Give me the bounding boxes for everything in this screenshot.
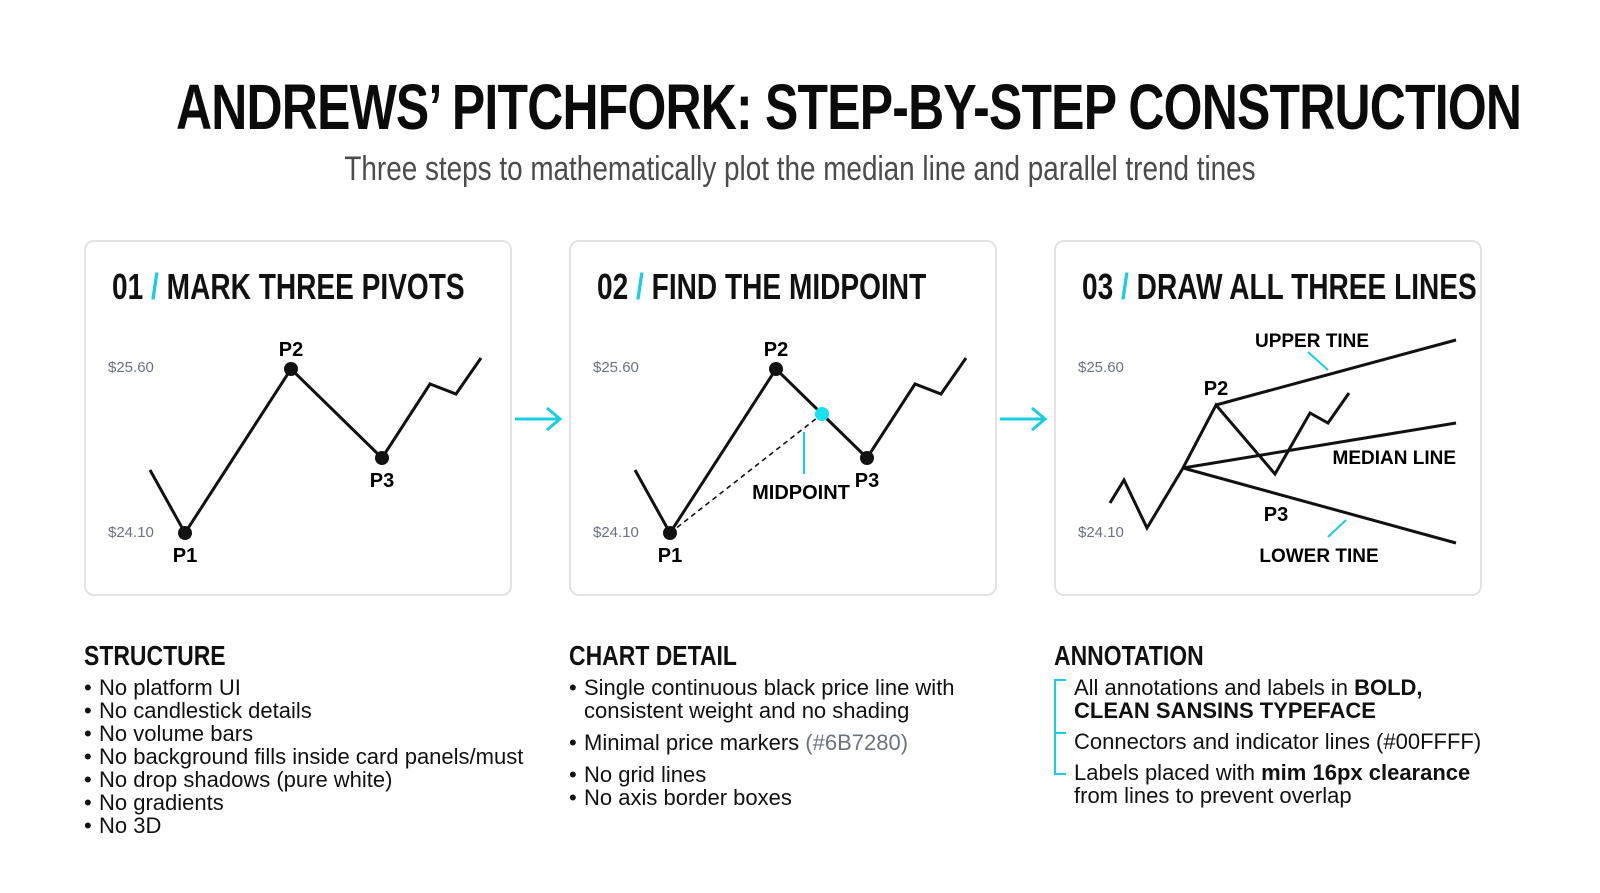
price-line <box>150 358 481 533</box>
pitchfork-chart <box>1056 242 1484 598</box>
annotation-section <box>1054 640 1481 815</box>
list-item: • No platform UI <box>84 675 241 700</box>
list-item: • No candlestick details <box>84 698 312 723</box>
step-number: 02 <box>597 266 629 307</box>
label-p3: P3 <box>1263 504 1289 526</box>
annotation-list <box>1054 676 1481 807</box>
lower-tine <box>1183 468 1456 543</box>
chart-detail-list <box>569 676 955 809</box>
upper-tine-connector <box>1308 352 1328 370</box>
pivot-p3 <box>375 451 389 465</box>
chart-detail-section <box>569 640 955 818</box>
section-title: CHART DETAIL <box>569 640 737 671</box>
slash-separator: / <box>636 266 644 307</box>
pivot-p2 <box>284 362 298 376</box>
list-item: • Minimal price markers (#6B7280) <box>569 730 909 755</box>
list-item: • No axis border boxes <box>569 785 792 810</box>
price-marker-low: $24.10 <box>593 524 639 541</box>
pivot-p1 <box>663 526 677 540</box>
list-item: • No background fills inside card panels/must <box>84 744 524 769</box>
step-number: 01 <box>112 266 144 307</box>
price-marker-high: $25.60 <box>108 359 154 376</box>
label-p2: P2 <box>1203 378 1229 400</box>
label-p3: P3 <box>369 470 395 492</box>
arrow-right-icon <box>998 404 1048 434</box>
list-item: • No gradients <box>84 790 224 815</box>
slash-separator: / <box>151 266 159 307</box>
label-upper-tine: UPPER TINE <box>1254 331 1370 352</box>
pivot-p2 <box>769 362 783 376</box>
pivot-p3 <box>860 451 874 465</box>
label-p3: P3 <box>854 470 880 492</box>
arrow-right-icon <box>513 404 563 434</box>
list-item: • No volume bars <box>84 721 254 746</box>
price-marker-high: $25.60 <box>593 359 639 376</box>
section-title: ANNOTATION <box>1054 640 1204 671</box>
slash-separator: / <box>1121 266 1129 307</box>
midpoint-dashed-line <box>670 414 822 533</box>
pivot-p1 <box>178 526 192 540</box>
label-p2: P2 <box>763 339 789 361</box>
list-item: Labels placed with mim 16px clearance from lines to prevent overlap <box>1074 760 1471 808</box>
list-item: All annotations and labels in BOLD, CLEAN SANSINS TYPEFACE <box>1074 675 1423 723</box>
step-title: DRAW ALL THREE LINES <box>1136 266 1477 307</box>
label-median-line: MEDIAN LINE <box>1332 448 1456 469</box>
list-item: • No 3D <box>84 813 162 838</box>
card-step-1 <box>84 240 512 596</box>
midpoint-chart <box>571 242 999 598</box>
card-step-2 <box>569 240 997 596</box>
pivot-chart <box>86 242 514 598</box>
list-item: Connectors and indicator lines (#00FFFF) <box>1074 729 1482 754</box>
label-p1: P1 <box>172 545 198 567</box>
section-title: STRUCTURE <box>84 640 226 671</box>
price-marker-low: $24.10 <box>108 524 154 541</box>
midpoint-marker <box>815 407 829 421</box>
structure-list <box>84 676 523 837</box>
price-line <box>635 358 966 533</box>
label-p2: P2 <box>278 339 304 361</box>
lower-tine-connector <box>1328 520 1346 537</box>
page-subtitle: Three steps to mathematically plot the median line and parallel trend tines <box>344 150 1256 188</box>
step-number: 03 <box>1082 266 1114 307</box>
price-marker-high: $25.60 <box>1078 359 1124 376</box>
card-step-3 <box>1054 240 1482 596</box>
step-title: MARK THREE PIVOTS <box>166 266 465 307</box>
label-midpoint: MIDPOINT <box>752 482 850 504</box>
label-p1: P1 <box>657 545 683 567</box>
list-item: • No grid lines <box>569 762 707 787</box>
page-title: ANDREWS’ PITCHFORK: STEP-BY-STEP CONSTRUCTION <box>176 71 1522 143</box>
list-item: • Single continuous black price line with consistent weight and no shading <box>569 675 955 723</box>
step-title: FIND THE MIDPOINT <box>651 266 927 307</box>
list-item: • No drop shadows (pure white) <box>84 767 393 792</box>
annotation-list-wrap <box>1054 676 1481 807</box>
price-marker-low: $24.10 <box>1078 524 1124 541</box>
structure-section <box>84 640 523 837</box>
label-lower-tine: LOWER TINE <box>1259 546 1379 567</box>
